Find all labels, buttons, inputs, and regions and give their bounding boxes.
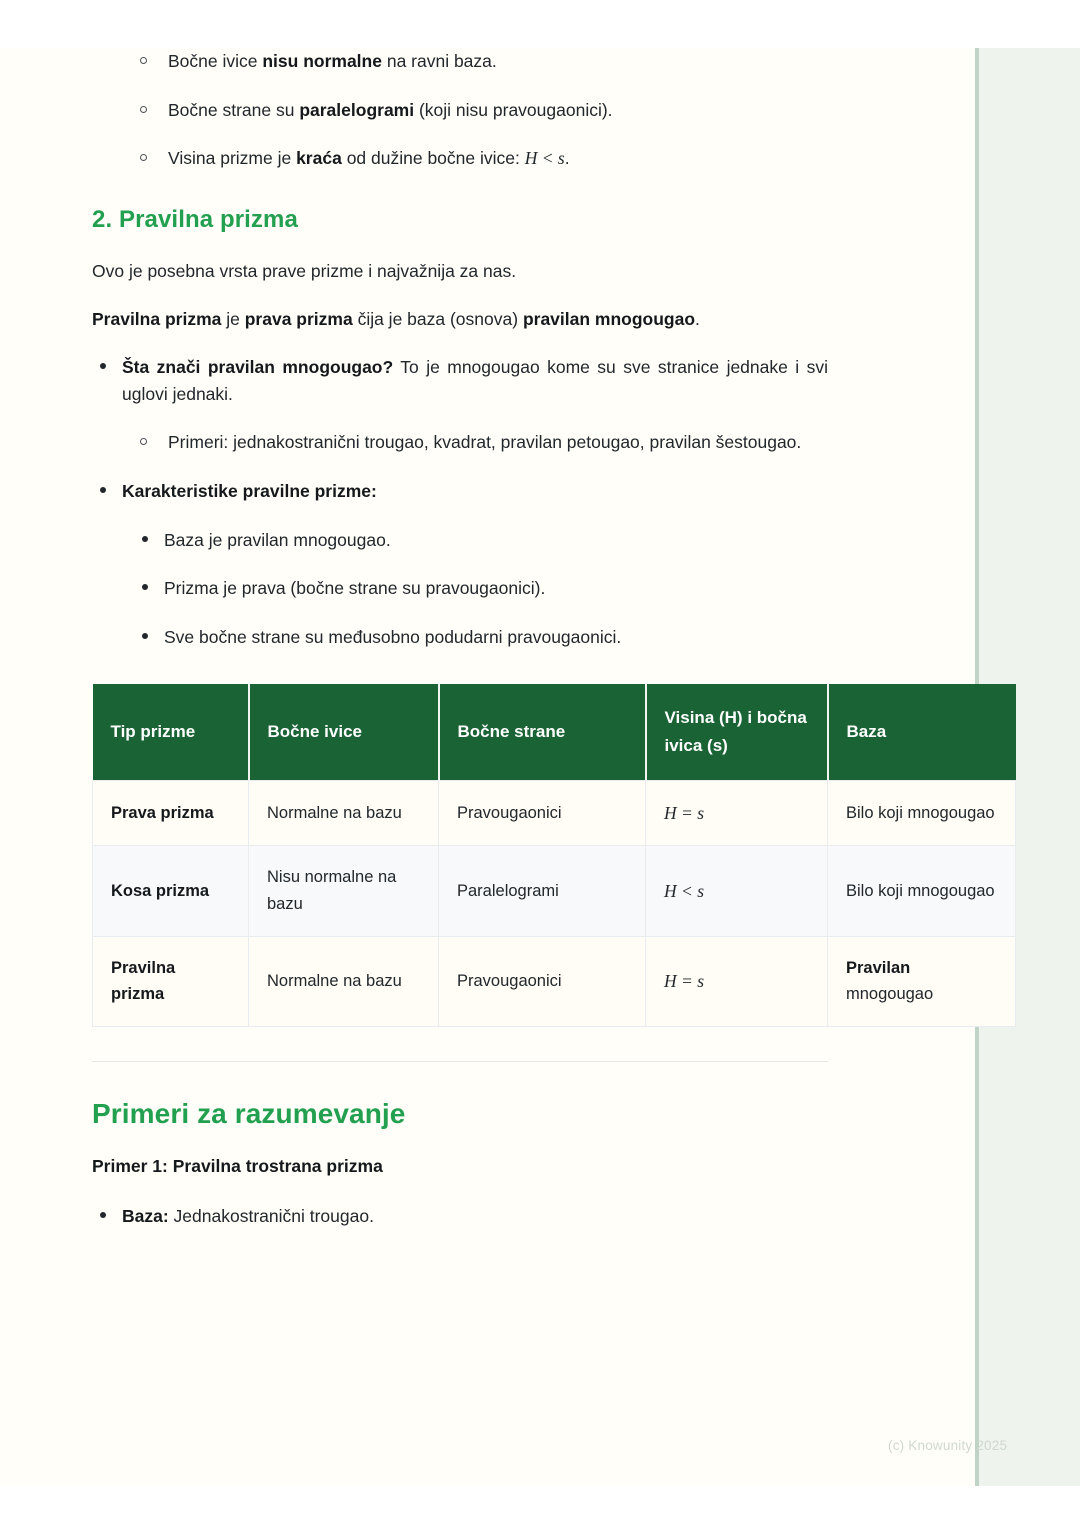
document-content	[92, 48, 995, 1252]
cell-bocne-ivice: Normalne na bazu	[249, 936, 439, 1026]
list-item: Sve bočne strane su međusobno podudarni pravougaonici.	[134, 624, 828, 651]
cell-text-bold: Prava prizma	[111, 803, 214, 822]
cell-bocne-ivice: Normalne na bazu	[249, 780, 439, 846]
table-header	[93, 684, 1016, 780]
cell-tip-prizme	[93, 846, 249, 936]
list-item-text-bold: nisu normalne	[262, 51, 382, 71]
column-header-tip-prizme: Tip prizme	[93, 684, 249, 780]
list-item: Primeri: jednakostranični trougao, kvadrat, pravilan petougao, pravilan šestougao.	[134, 429, 828, 456]
example-1-properties-list	[92, 1203, 828, 1230]
definition-paragraph	[92, 306, 828, 332]
definition-term-3: pravilan mnogougao	[522, 309, 696, 330]
cell-text: mnogougao	[846, 985, 934, 1004]
cell-visina-ivica	[646, 936, 828, 1026]
list-item-text-post: (koji nisu pravougaonici).	[414, 99, 613, 120]
table-row	[93, 936, 1016, 1026]
list-item-text-pre: Visina prizme je	[168, 148, 297, 169]
list-item	[92, 478, 828, 505]
list-item-text-bold: Karakteristike pravilne prizme:	[122, 481, 377, 502]
table-body	[93, 780, 1016, 1027]
cell-tip-prizme	[93, 936, 249, 1026]
cell-text-bold: Pravilan	[846, 958, 911, 977]
section-divider	[92, 1061, 828, 1062]
list-item-text-post: od dužine bočne ivice:	[341, 148, 525, 169]
list-item-text-bold: Šta znači pravilan mnogougao?	[122, 357, 394, 378]
karakteristike-list	[92, 478, 828, 505]
math-expression: H = s	[664, 971, 705, 992]
section-intro-paragraph: Ovo je posebna vrsta prave prizme i najvažnija za nas.	[92, 260, 517, 281]
cell-bocne-ivice: Nisu normalne na bazu	[249, 846, 439, 936]
list-item	[134, 145, 828, 172]
example-1-subheading: Primer 1: Pravilna trostrana prizma	[92, 1156, 383, 1177]
table-header-row	[93, 684, 1016, 780]
list-item: Baza je pravilan mnogougao.	[134, 527, 828, 554]
cell-bocne-strane: Paralelogrami	[439, 846, 646, 936]
section-heading-pravilna-prizma: 2. Pravilna prizma	[92, 205, 298, 233]
list-item-text-tail: .	[564, 148, 570, 169]
cell-tip-prizme	[93, 780, 249, 846]
list-item	[134, 97, 828, 124]
cell-bocne-strane: Pravougaonici	[439, 780, 646, 846]
list-item: Prizma je prava (bočne strane su pravougaonici).	[134, 575, 828, 602]
copyright-watermark: (c) Knowunity 2025	[888, 1438, 1008, 1453]
math-expression: H < s	[664, 880, 705, 901]
cell-baza: Bilo koji mnogougao	[828, 780, 1016, 846]
column-header-visina-ivica: Visina (H) i bočna ivica (s)	[646, 684, 828, 780]
column-header-baza: Baza	[828, 684, 1016, 780]
list-item-text: To je mnogougao kome su sve stranice jednake i svi uglovi jednaki.	[122, 357, 828, 404]
list-item	[134, 48, 828, 75]
list-item	[92, 354, 828, 407]
column-header-bocne-ivice: Bočne ivice	[249, 684, 439, 780]
cell-bocne-strane: Pravougaonici	[439, 936, 646, 1026]
definition-text-3: .	[695, 309, 700, 330]
math-expression: H = s	[664, 802, 705, 823]
definition-text-2: čija je baza (osnova)	[352, 309, 523, 330]
pravilan-mnogougao-list	[92, 354, 828, 407]
definition-text-1: je	[221, 309, 245, 330]
table-row	[93, 846, 1016, 936]
karakteristike-sub-list	[92, 527, 828, 651]
cell-text-bold: Kosa prizma	[111, 881, 210, 900]
list-item-text-bold: paralelogrami	[299, 99, 415, 120]
math-expression: H < s	[524, 148, 565, 169]
list-item	[92, 1203, 828, 1230]
cell-visina-ivica	[646, 846, 828, 936]
list-item-text-bold: kraća	[296, 148, 342, 169]
list-item-text: Jednakostranični trougao.	[168, 1206, 374, 1227]
list-item-text-pre: Bočne strane su	[168, 99, 300, 120]
table-row	[93, 780, 1016, 846]
kosa-prizma-properties-list	[92, 48, 828, 172]
pravilan-mnogougao-examples-list	[92, 429, 828, 456]
examples-heading: Primeri za razumevanje	[92, 1098, 406, 1130]
list-item-text-bold: Baza:	[122, 1206, 169, 1227]
column-header-bocne-strane: Bočne strane	[439, 684, 646, 780]
cell-text-bold: Pravilna prizma	[111, 958, 176, 1004]
definition-term-1: Pravilna prizma	[92, 309, 222, 330]
list-item-text-pre: Bočne ivice	[168, 51, 263, 71]
cell-visina-ivica	[646, 780, 828, 846]
list-item-text-post: na ravni baza.	[381, 51, 497, 71]
prism-comparison-table	[92, 684, 1016, 1027]
definition-term-2: prava prizma	[244, 309, 353, 330]
cell-baza	[828, 936, 1016, 1026]
cell-baza: Bilo koji mnogougao	[828, 846, 1016, 936]
